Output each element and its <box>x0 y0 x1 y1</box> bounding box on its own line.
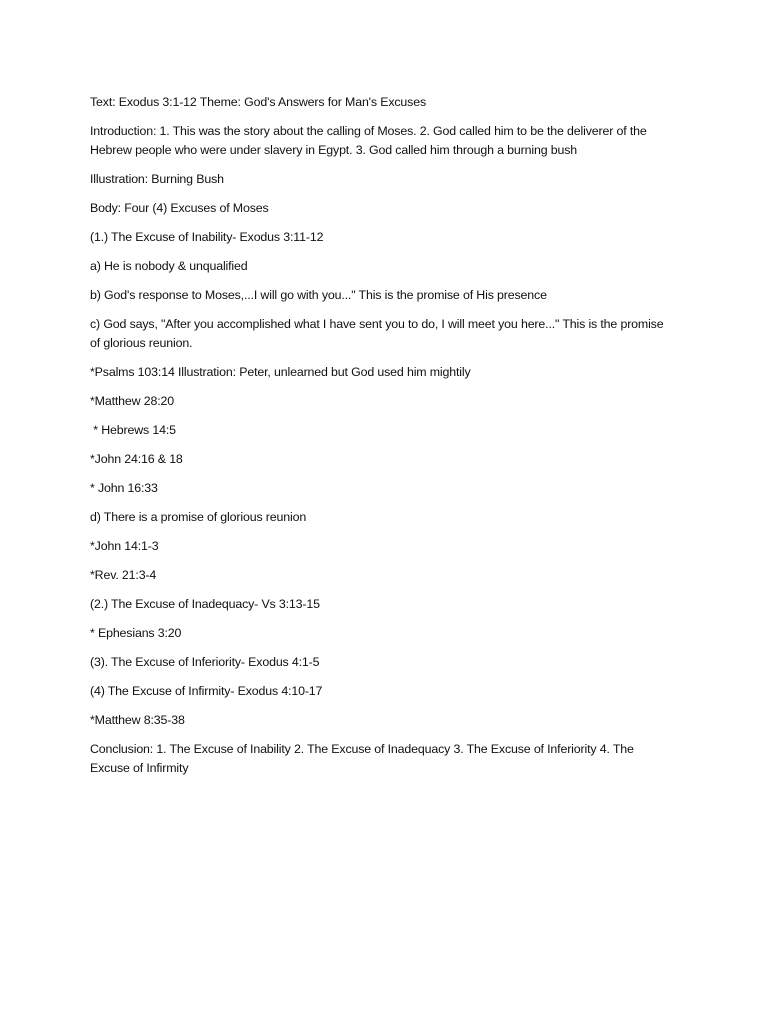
scripture-ref: * Hebrews 14:5 <box>90 423 176 437</box>
point-b: b) God's response to Moses,...I will go with you..." This is the promise of His presence <box>90 288 547 302</box>
scripture-ref: *John 24:16 & 18 <box>90 452 183 466</box>
point-c: c) God says, "After you accomplished what I have sent you to do, I will meet you here..." This is the promise of glorious reunion. <box>90 317 667 350</box>
scripture-ref: * Ephesians 3:20 <box>90 626 182 640</box>
document-body <box>90 93 672 788</box>
point-d: d) There is a promise of glorious reunion <box>90 510 307 524</box>
scripture-ref: *Psalms 103:14 Illustration: Peter, unlearned but God used him mightily <box>90 365 471 379</box>
point-a: a) He is nobody & unqualified <box>90 259 248 273</box>
excuse-inability-heading: (1.) The Excuse of Inability- Exodus 3:11-12 <box>90 230 324 244</box>
excuse-inadequacy-heading: (2.) The Excuse of Inadequacy- Vs 3:13-15 <box>90 597 320 611</box>
body-heading: Body: Four (4) Excuses of Moses <box>90 201 269 215</box>
scripture-ref: *Matthew 8:35-38 <box>90 713 185 727</box>
scripture-ref: *John 14:1-3 <box>90 539 159 553</box>
scripture-ref: * John 16:33 <box>90 481 158 495</box>
illustration-line: Illustration: Burning Bush <box>90 172 224 186</box>
excuse-inferiority-heading: (3). The Excuse of Inferiority- Exodus 4:1-5 <box>90 655 320 669</box>
excuse-infirmity-heading: (4) The Excuse of Infirmity- Exodus 4:10-17 <box>90 684 323 698</box>
text-theme-line: Text: Exodus 3:1-12 Theme: God's Answers for Man's Excuses <box>90 95 427 109</box>
conclusion-paragraph: Conclusion: 1. The Excuse of Inability 2. The Excuse of Inadequacy 3. The Excuse of Inferiority 4. The Excuse of Infirmity <box>90 742 638 775</box>
introduction-paragraph: Introduction: 1. This was the story about the calling of Moses. 2. God called him to be the deliverer of the Hebrew people who were under slavery in Egypt. 3. God called him through a burning bush <box>90 124 650 157</box>
scripture-ref: *Rev. 21:3-4 <box>90 568 157 582</box>
scripture-ref: *Matthew 28:20 <box>90 394 174 408</box>
